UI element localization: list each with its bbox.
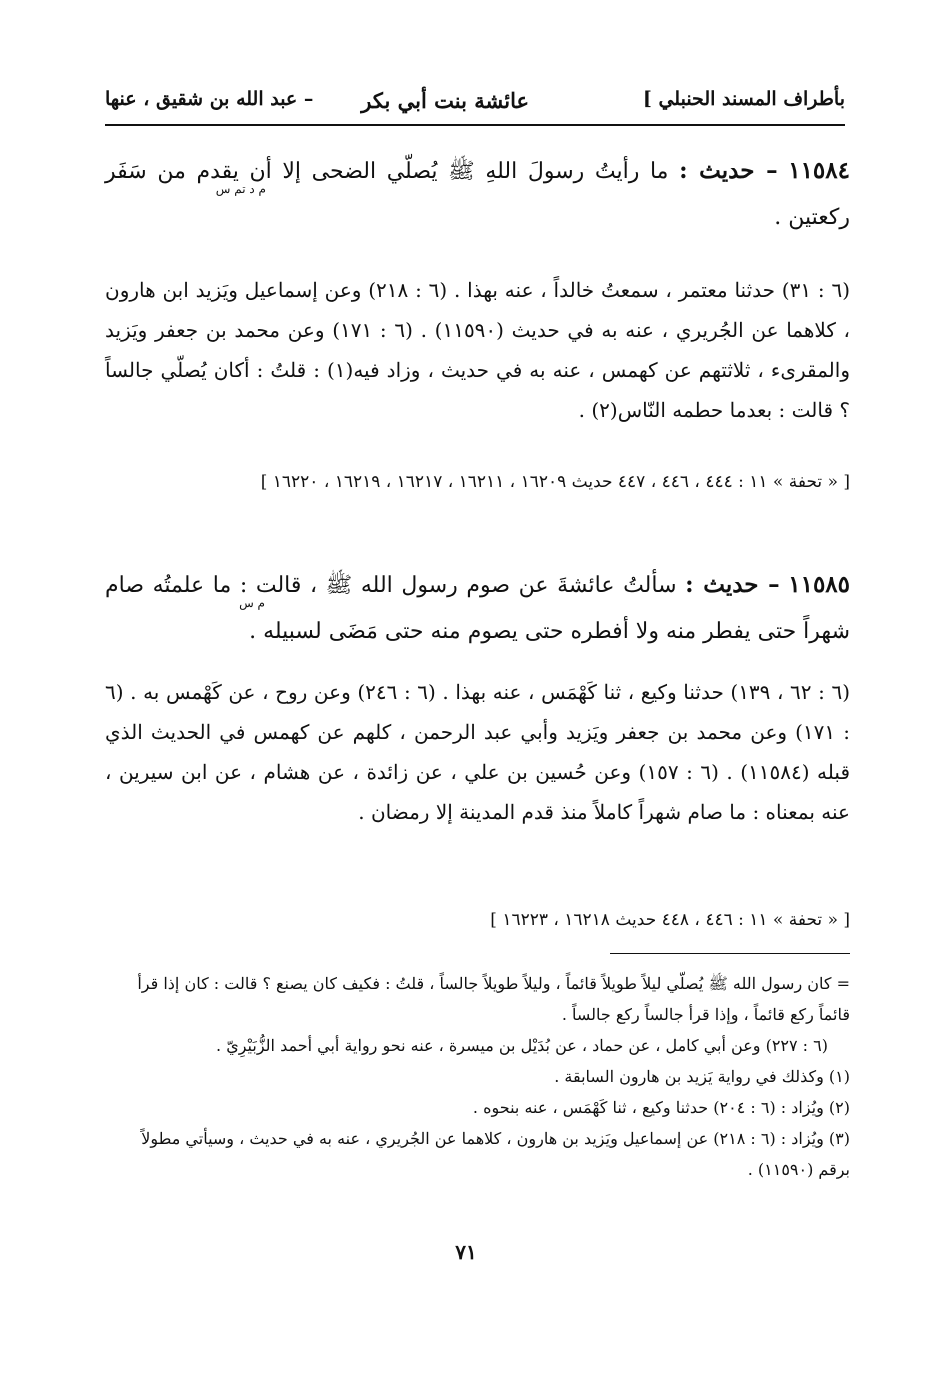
footnote-3: (٣) ويُزاد : (٦ : ٢١٨) عن إسماعيل ويَزيد بن هارون ، كلاهما عن الجُريري ، عنه به في حديث ، وسيأتي مطولاً برقم (١١٥٩٠) . — [141, 1129, 850, 1179]
header-book-title: بأطراف المسند الحنبلي ] — [642, 88, 845, 110]
hadith-lead: – حديث : — [685, 571, 780, 598]
hadith-lead: – حديث : — [679, 157, 778, 184]
hadith-11584-isnad: (٦ : ٣١) حدثنا معتمر ، سمعتُ خالداً ، عنه بهذا . (٦ : ٢١٨) وعن إسماعيل ويَزيد ابن هارون ، كلاهما عن الجُريري ، عنه به في حديث (١١٥٩٠) . (٦ : ١٧١) وعن محمد بن جعفر ويَزيد والمقرىء ، ثلاثتهم عن كهمس ، عنه به في حديث ، وزاد فيه(١) : قلتُ : أكان يُصلّي جالساً ؟ قالت : بعدما حطمه النّاس(٢) . — [105, 278, 851, 422]
hadith-11585-isnad: (٦ : ٦٢ ، ١٣٩) حدثنا وكيع ، ثنا كَهْمَس ، عنه بهذا . (٦ : ٢٤٦) وعن روح ، عن كَهْمس به . (٦ : ١٧١) وعن محمد بن جعفر ويَزيد وأبي عبد الرحمن ، كلهم عن كهمس في الحديث الذي قبله (١١٥٨٤) . (٦ : ١٥٧) وعن حُسين بن علي ، عن زائدة ، عن هشام ، عن ابن سيرين ، عنه بمعناه : ما صام شهراً كاملاً منذ قدم المدينة إلا رمضان . — [105, 680, 850, 824]
hadith-11585-text-block — [105, 562, 850, 655]
header-chapter-title: عائشة بنت أبي بكر — [361, 88, 529, 113]
running-header — [105, 88, 845, 120]
page-number: ٧١ — [455, 1240, 477, 1264]
footnote-1: (١) وكذلك في رواية يَزيد بن هارون السابقة . — [554, 1067, 850, 1086]
hadith-matn: سألتُ عائشةَ عن صوم رسول الله ﷺ ، قالت : ما علمتُه صام شهراً حتى يفطر منه ولا أفطره حتى يصوم منه حتى مَضَى لسبيله . — [105, 573, 850, 644]
header-rule — [105, 124, 845, 126]
hadith-11585-references: [ « تحفة » ١١ : ٤٤٦ ، ٤٤٨ حديث ١٦٢١٨ ، ١٦٢٢٣ ] — [490, 910, 850, 930]
hadith-11584-references: [ « تحفة » ١١ : ٤٤٤ ، ٤٤٦ ، ٤٤٧ حديث ١٦٢٠٩ ، ١٦٢١١ ، ١٦٢١٧ ، ١٦٢١٩ ، ١٦٢٢٠ ] — [260, 472, 850, 492]
footnote-rule — [610, 953, 850, 954]
footnote-continuation: = كان رسول الله ﷺ يُصلّي ليلاً طويلاً قائماً ، وليلاً طويلاً جالساً ، قلتُ : فكيف كان يصنع ؟ قالت : كان إذا قرأ قائماً ركع قائماً ، وإذا قرأ جالساً ركع جالساً . — [137, 974, 850, 1024]
footnotes — [105, 968, 850, 1185]
hadith-11584-sigla: م د تم س — [215, 182, 266, 196]
hadith-number: ١١٥٨٥ — [788, 571, 851, 598]
hadith-11585-sigla: م س — [239, 596, 265, 610]
hadith-number: ١١٥٨٤ — [788, 157, 850, 184]
header-narrator: – عبد الله بن شقيق ، عنها — [105, 88, 314, 110]
footnote-continuation-2: (٦ : ٢٢٧) وعن أبي كامل ، عن حماد ، عن بُدَيْل بن ميسرة ، عنه نحو رواية أبي أحمد الزُّبَيْرِيّ . — [216, 1036, 828, 1055]
footnote-2: (٢) ويُزاد : (٦ : ٢٠٤) حدثنا وكيع ، ثنا كَهْمَس ، عنه بنحوه . — [472, 1098, 850, 1117]
hadith-matn: ما رأيتُ رسولَ اللهِ ﷺ يُصلّي الضحى إلا أن يقدم من سَفَر ركعتين . — [105, 159, 850, 230]
